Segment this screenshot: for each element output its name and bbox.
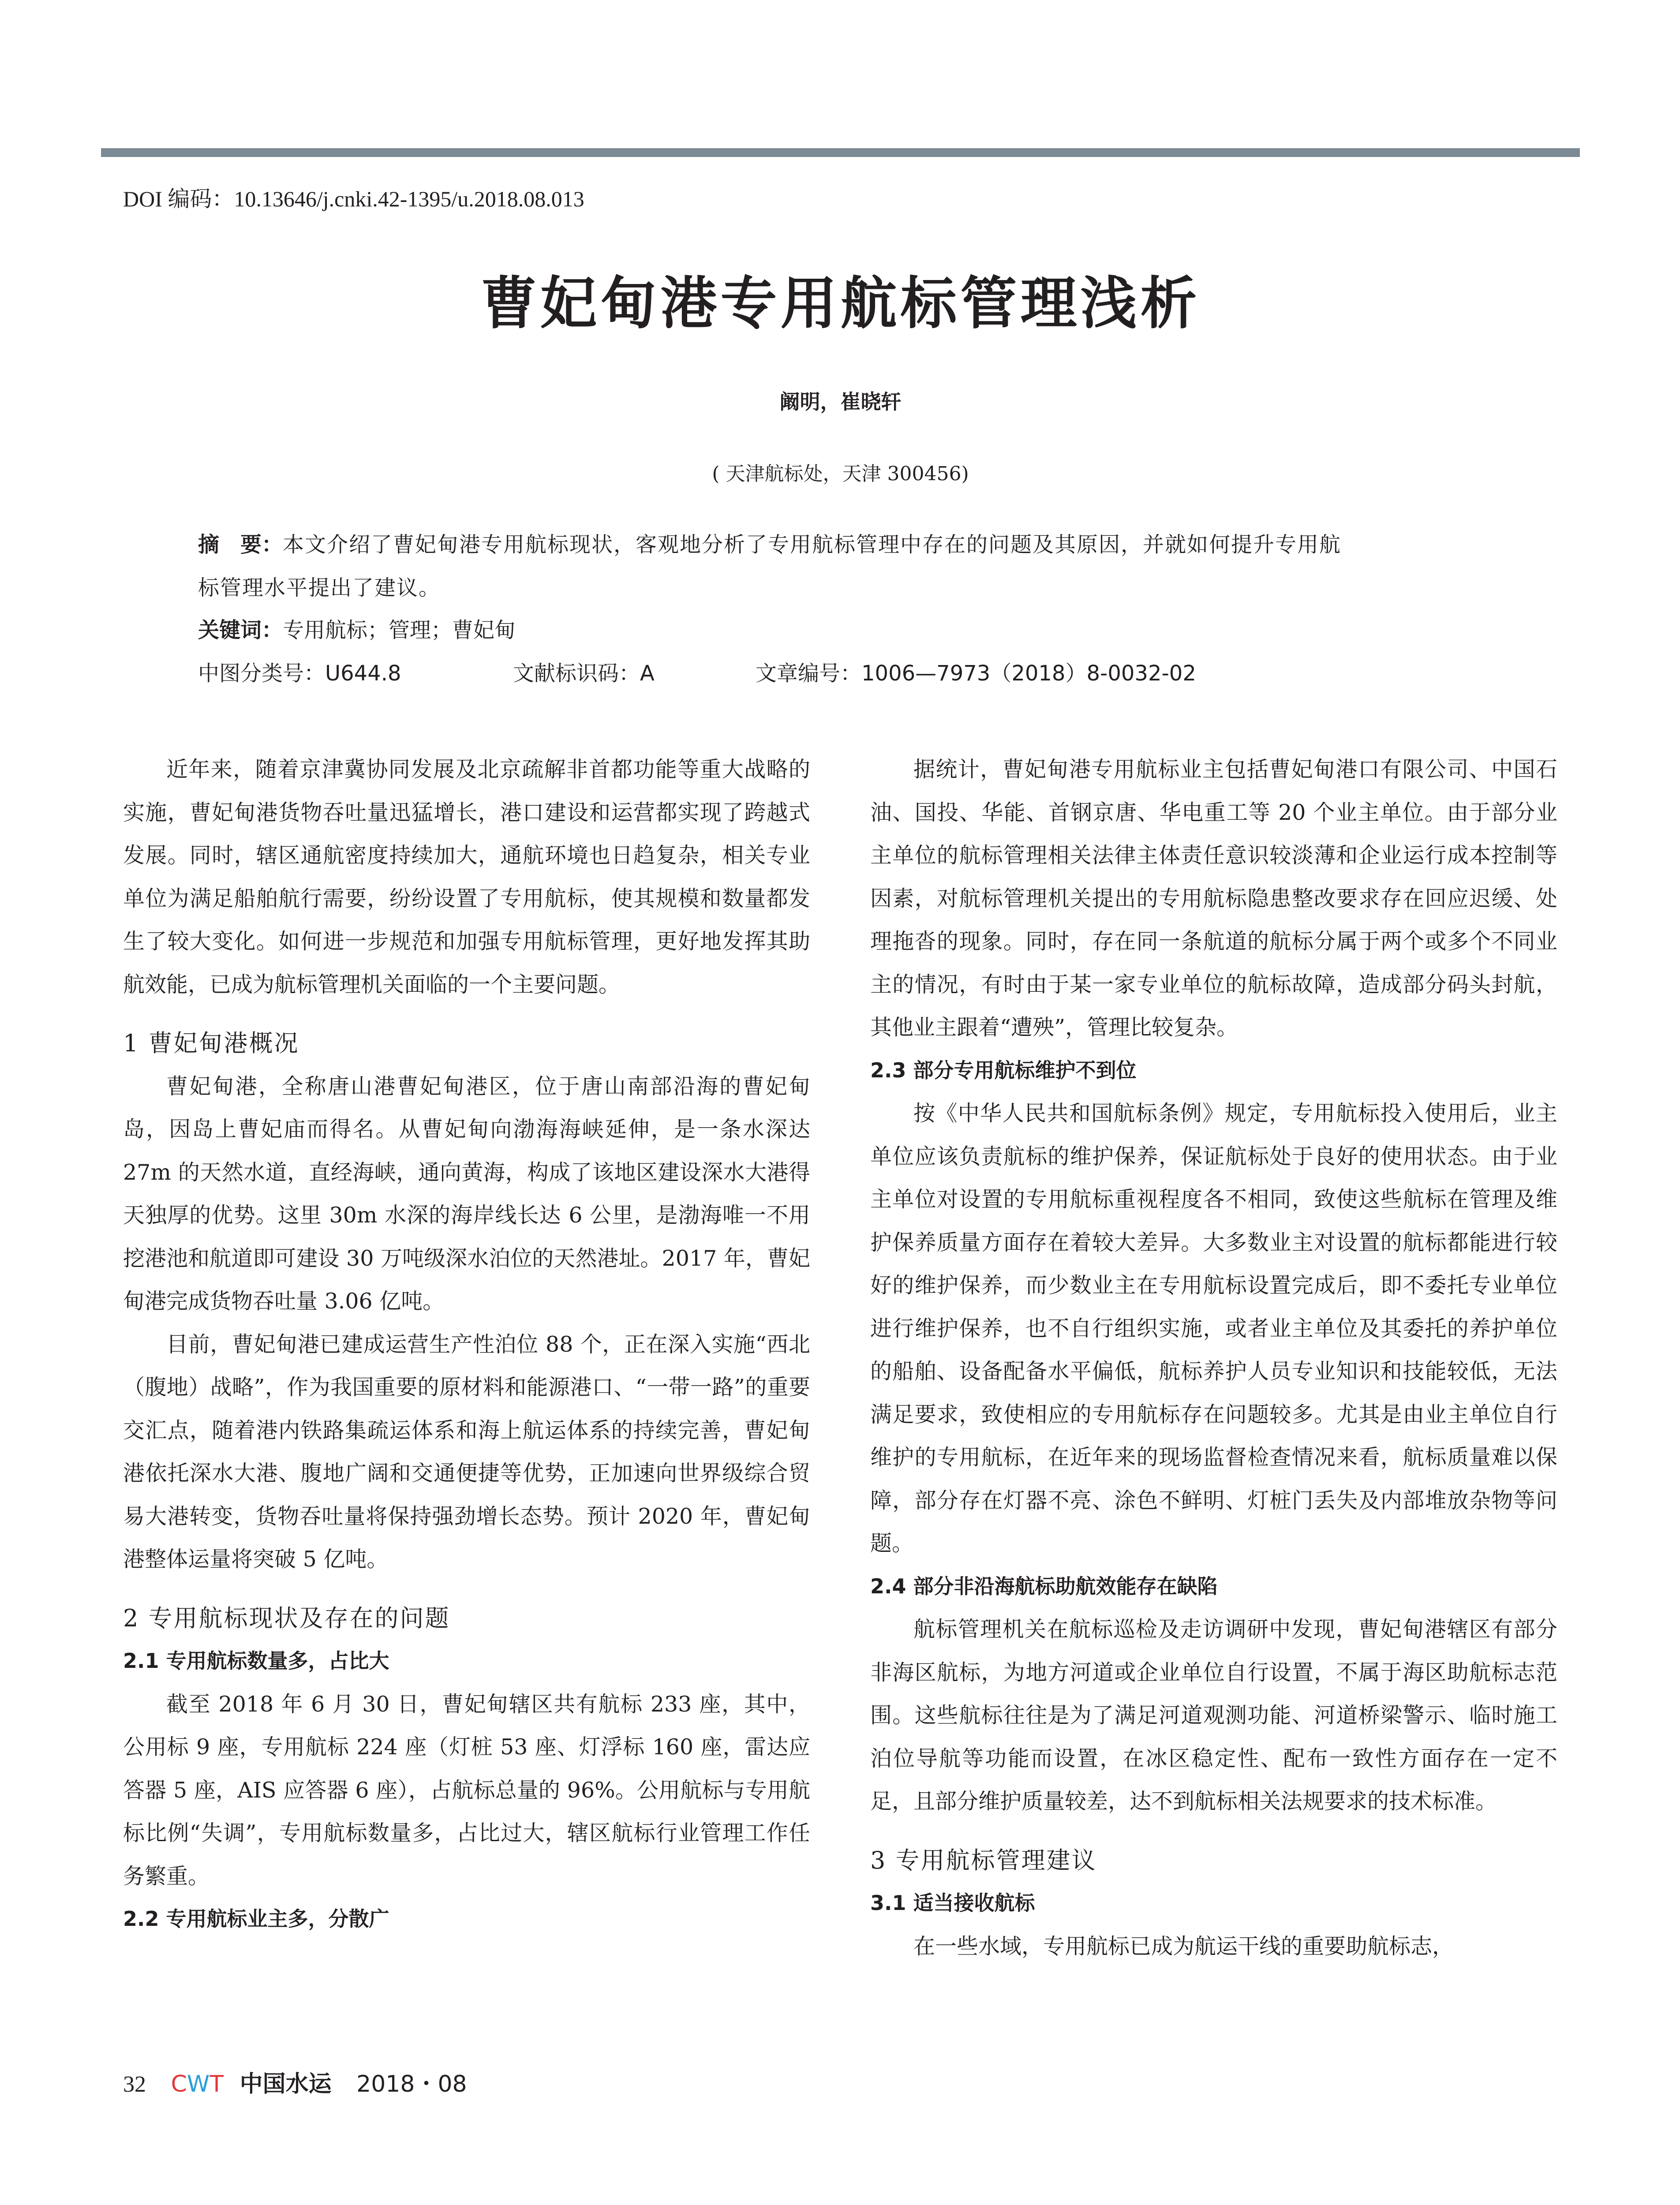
section-3-heading: 3 专用航标管理建议 (870, 1846, 1097, 1874)
page-footer (123, 2067, 467, 2102)
clc-number: 中图分类号：U644.8 (198, 661, 401, 686)
section-1-paragraph-1: 曹妃甸港，全称唐山港曹妃甸港区，位于唐山南部沿海的曹妃甸岛，因岛上曹妃庙而得名。从曹妃甸向渤海海峡延伸，是一条水深达 27m 的天然水道，直经海峡，通向黄海，构成了该地区建设深水大港得天独厚的优势。这里 30m 水深的海岸线长达 6 公里，是渤海唯一不用挖港池和航道即可建设 30 万吨级深水泊位的天然港址。2017 年，曹妃甸港完成货物吞吐量 3.06 亿吨。 (123, 1073, 810, 1314)
intro-paragraph: 近年来，随着京津冀协同发展及北京疏解非首都功能等重大战略的实施，曹妃甸港货物吞吐量迅猛增长，港口建设和运营都实现了跨越式发展。同时，辖区通航密度持续加大，通航环境也日趋复杂，相关专业单位为满足船舶航行需要，纷纷设置了专用航标，使其规模和数量都发生了较大变化。如何进一步规范和加强专用航标管理，更好地发挥其助航效能，已成为航标管理机关面临的一个主要问题。 (123, 757, 810, 997)
issue-date: 2018・08 (356, 2071, 467, 2097)
article-title: 曹妃甸港专用航标管理浅析 (480, 270, 1201, 336)
page-number: 32 (123, 2072, 146, 2097)
journal-name: 中国水运 (239, 2070, 332, 2097)
doi-code: DOI 编码：10.13646/j.cnki.42-1395/u.2018.08.013 (123, 187, 584, 211)
section-3-1-paragraph: 在一些水域，专用航标已成为航运干线的重要助航标志， (913, 1933, 1454, 1959)
section-2-2-paragraph: 据统计，曹妃甸港专用航标业主包括曹妃甸港口有限公司、中国石油、国投、华能、首钢京唐、华电重工等 20 个业主单位。由于部分业主单位的航标管理相关法律主体责任意识较淡薄和企业运行成本控制等因素，对航标管理机关提出的专用航标隐患整改要求存在回应迟缓、处理拖沓的现象。同时，存在同一条航道的航标分属于两个或多个不同业主的情况，有时由于某一家专业单位的航标故障，造成部分码头封航，其他业主跟着“遭殃”，管理比较复杂。 (870, 757, 1557, 1040)
section-2-4-paragraph: 航标管理机关在航标巡检及走访调研中发现，曹妃甸港辖区有部分非海区航标，为地方河道或企业单位自行设置，不属于海区助航标志范围。这些航标往往是为了满足河道观测功能、河道桥梁警示、临时施工泊位导航等功能而设置，在冰区稳定性、配布一致性方面存在一定不足，且部分维护质量较差，达不到航标相关法规要求的技术标准。 (870, 1617, 1557, 1814)
abstract-label: 摘 要： (198, 532, 283, 557)
section-2-heading: 2 专用航标现状及存在的问题 (123, 1604, 450, 1632)
keywords-text: 专用航标；管理；曹妃甸 (283, 618, 516, 643)
right-column (870, 748, 1557, 1968)
journal-logo (171, 2071, 224, 2097)
section-2-3-heading: 2.3 部分专用航标维护不到位 (870, 1058, 1137, 1082)
logo-letter-w: W (187, 2071, 210, 2097)
header-rule (101, 148, 1580, 157)
section-2-3-paragraph: 按《中华人民共和国航标条例》规定，专用航标投入使用后，业主单位应该负责航标的维护保养，保证航标处于良好的使用状态。由于业主单位对设置的专用航标重视程度各不相同，致使这些航标在管理及维护保养质量方面存在着较大差异。大多数业主对设置的航标都能进行较好的维护保养，而少数业主在专用航标设置完成后，即不委托专业单位进行维护保养，也不自行组织实施，或者业主单位及其委托的养护单位的船舶、设备配备水平偏低，航标养护人员专业知识和技能较低，无法满足要求，致使相应的专用航标存在问题较多。尤其是由业主单位自行维护的专用航标，在近年来的现场监督检查情况来看，航标质量难以保障，部分存在灯器不亮、涂色不鲜明、灯桩门丢失及内部堆放杂物等问题。 (870, 1101, 1557, 1556)
section-2-2-heading: 2.2 专用航标业主多，分散广 (123, 1907, 389, 1931)
affiliation: ( 天津航标处，天津 300456) (712, 463, 969, 485)
section-2-1-heading: 2.1 专用航标数量多，占比大 (123, 1649, 389, 1673)
abstract-text-2: 标管理水平提出了建议。 (198, 576, 441, 600)
article-number: 文章编号：1006—7973（2018）8-0032-02 (756, 661, 1196, 686)
abstract (198, 523, 1504, 609)
document-code: 文献标识码：A (513, 661, 655, 686)
logo-letter-c: C (171, 2071, 187, 2097)
section-2-1-paragraph: 截至 2018 年 6 月 30 日，曹妃甸辖区共有航标 233 座，其中，公用标 9 座，专用航标 224 座（灯桩 53 座、灯浮标 160 座，雷达应答器 5 座，AIS 应答器 6 座），占航标总量的 96%。公用航标与专用航标比例“失调”，专用航标数量多，占比过大，辖区航标行业管理工作任务繁重。 (123, 1691, 810, 1889)
left-column (123, 748, 810, 1941)
keywords (198, 609, 1504, 652)
section-1-heading: 1 曹妃甸港概况 (123, 1029, 299, 1057)
keywords-label: 关键词： (198, 618, 283, 643)
section-3-1-heading: 3.1 适当接收航标 (870, 1891, 1035, 1915)
section-1-paragraph-2: 目前，曹妃甸港已建成运营生产性泊位 88 个，正在深入实施“西北（腹地）战略”，作为我国重要的原材料和能源港口、“一带一路”的重要交汇点，随着港内铁路集疏运体系和海上航运体系的持续完善，曹妃甸港依托深水大港、腹地广阔和交通便捷等优势，正加速向世界级综合贸易大港转变，货物吞吐量将保持强劲增长态势。预计 2020 年，曹妃甸港整体运量将突破 5 亿吨。 (123, 1331, 810, 1572)
abstract-text-1: 本文介绍了曹妃甸港专用航标现状，客观地分析了专用航标管理中存在的问题及其原因，并就如何提升专用航 (283, 532, 1342, 557)
authors: 阚明，崔晓轩 (779, 390, 902, 414)
abstract-line-1 (198, 523, 1504, 566)
section-2-4-heading: 2.4 部分非沿海航标助航效能存在缺陷 (870, 1574, 1218, 1598)
logo-letter-t: T (210, 2071, 224, 2097)
